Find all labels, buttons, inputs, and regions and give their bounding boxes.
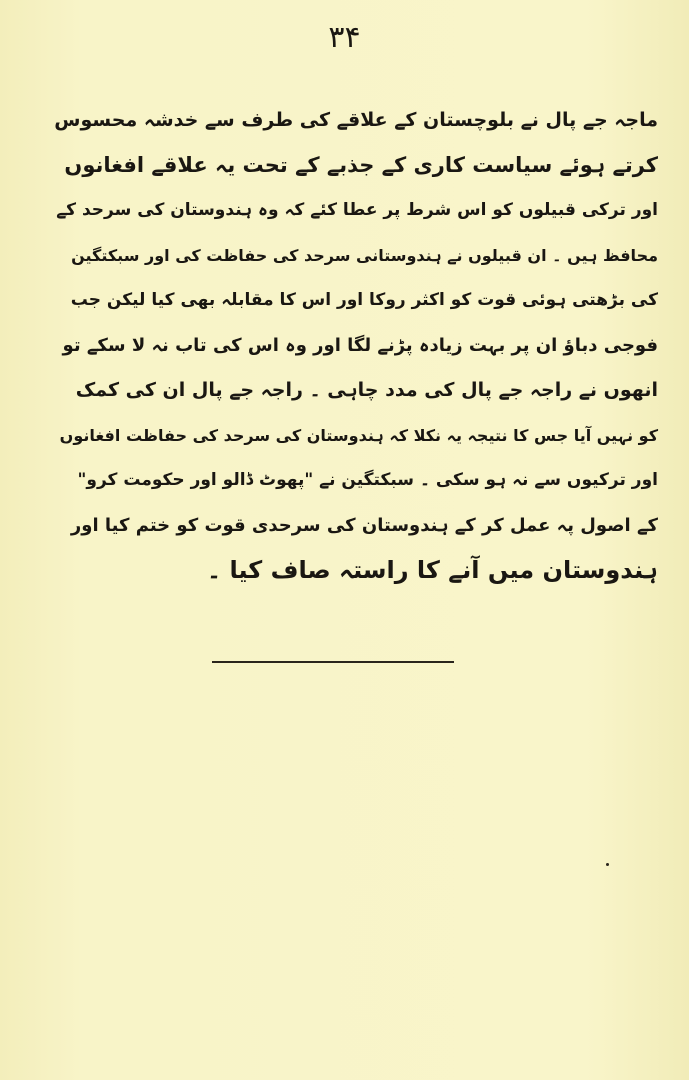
text-line: انھوں نے راجہ جے پال کی مدد چاہی ۔ راجہ جے پال ان کی کمک	[75, 379, 658, 401]
text-line: اور ترکیوں سے نہ ہو سکی ۔ سبکتگین نے "پھوٹ ڈالو اور حکومت کرو"	[77, 470, 658, 490]
text-line: کے اصول پہ عمل کر کے ہندوستان کی سرحدی قوت کو ختم کیا اور	[70, 515, 658, 536]
text-line: ماجہ جے پال نے بلوچستان کے علاقے کی طرف سے خدشہ محسوس	[54, 109, 658, 131]
text-line: ہندوستان میں آنے کا راستہ صاف کیا ۔	[207, 556, 658, 584]
page-number: ۳۴	[328, 20, 361, 55]
text-line: کی بڑھتی ہوئی قوت کو اکثر روکا اور اس کا مقابلہ بھی کیا لیکن جب	[70, 290, 658, 310]
text-line: اور ترکی قبیلوں کو اس شرط پر عطا کئے کہ وہ ہندوستان کی سرحد کے	[56, 200, 658, 220]
body-paragraph	[48, 98, 658, 593]
paper-speck	[606, 863, 609, 866]
text-line: فوجی دباؤ ان پر بہت زیادہ پڑنے لگا اور وہ اس کی تاب نہ لا سکے تو	[62, 335, 658, 356]
text-line: محافظ ہیں ۔ ان قبیلوں نے ہندوستانی سرحد کی حفاظت کی اور سبکتگین	[71, 246, 658, 265]
section-divider	[212, 661, 454, 663]
text-line: کرتے ہوئے سیاست کاری کے جذبے کے تحت یہ علاقے افغانوں	[64, 153, 658, 177]
text-line: کو نہیں آیا جس کا نتیجہ یہ نکلا کہ ہندوستان کی سرحد کی حفاظت افغانوں	[59, 426, 658, 445]
